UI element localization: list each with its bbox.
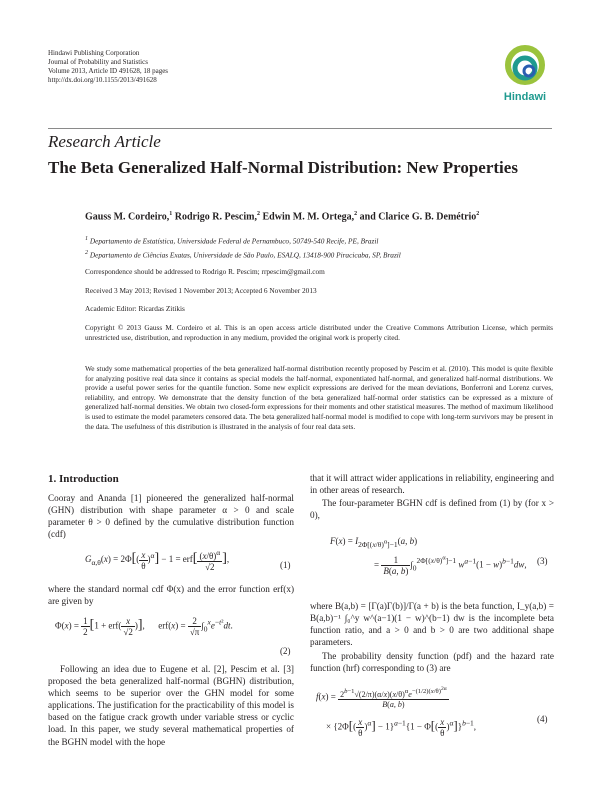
affil-sup: 2 bbox=[85, 250, 89, 256]
volume-info: Volume 2013, Article ID 491628, 18 pages bbox=[48, 67, 169, 75]
equation-number: (2) bbox=[280, 646, 291, 656]
equation-3: $F(x) = I_{2\Phi[(x/\theta)^\alpha]-1}(a$, b) = $\frac{1}{B(a, b)}$ $\int_0^{2\Phi[(x/\theta)^\alpha]-1}$ $w^{a-1}(1 - w)^{b-1}dw$, bbox=[330, 536, 527, 576]
equation-2: Φ(x) = $\frac{1}{2}$ [1 + erf( $\frac{x}{√2}$ )], erf(x) = $\frac{2}{√\pi}$ $\int_0^xe^{-t^2}dt$. bbox=[55, 616, 233, 637]
doi-link[interactable]: http://dx.doi.org/10.1155/2013/491628 bbox=[48, 76, 157, 84]
author-affil-sup: 2 bbox=[476, 211, 480, 217]
affiliation bbox=[85, 249, 553, 260]
paragraph: The four-parameter BGHN cdf is defined from (1) by (for x > 0), bbox=[310, 498, 554, 521]
header-divider bbox=[48, 128, 552, 129]
equation-number: (3) bbox=[537, 556, 548, 566]
article-title: The Beta Generalized Half-Normal Distribution: New Properties bbox=[48, 158, 518, 177]
logo-rings-icon bbox=[494, 45, 556, 91]
author-name: Gauss M. Cordeiro, bbox=[85, 211, 170, 223]
paragraph: The probability density function (pdf) and the hazard rate function (hrf) corresponding to (3) are bbox=[310, 651, 554, 674]
author-name: and Clarice G. B. Demétrio bbox=[359, 211, 477, 223]
paragraph: where the standard normal cdf Φ(x) and the error function erf(x) are given by bbox=[48, 584, 294, 607]
journal-name: Journal of Probability and Statistics bbox=[48, 58, 148, 66]
equation-number: (4) bbox=[537, 714, 548, 724]
equation-1: $G_{\alpha,\theta}(x) = 2\Phi$[( $\frac{x}{\theta}$ )$^\alpha$] − 1 = erf[ $\frac{(x/\theta)^\alpha}{√2}$ ], bbox=[85, 548, 230, 572]
intro-paragraph: Cooray and Ananda [1] pioneered the generalized half-normal (GHN) distribution with shape parameter α > 0 and scale parameter θ > 0 defined by the cumulative distribution function (cdf) bbox=[48, 493, 294, 540]
article-dates: Received 3 May 2013; Revised 1 November 2013; Accepted 6 November 2013 bbox=[85, 286, 317, 295]
equation-number: (1) bbox=[280, 560, 291, 570]
equation-4: f(x) = $\frac{2^{b-1}√(2/\pi)(\alpha/x)(x/\theta)^\alpha e^{-(1/2)(x/\theta)^{2\alpha}}}{B(a, b)}$ × {2Φ[( $\frac{x}{\theta}$ )$^\alpha$] − 1}$^{a-1}${1 − Φ[( $\frac{x}{\theta}$ )$^\alpha$]}$^{b-1}$, bbox=[316, 686, 477, 738]
affil-text: Departamento de Estatística, Universidade Federal de Pernambuco, 50749-540 Recife, PE, Brazil bbox=[89, 236, 379, 246]
academic-editor: Academic Editor: Ricardas Zitikis bbox=[85, 304, 185, 313]
affil-sup: 1 bbox=[85, 236, 89, 242]
journal-header bbox=[48, 49, 308, 85]
abstract: We study some mathematical properties of the beta generalized half-normal distribution recently proposed by Pescim et al. (2010). This model is quite flexible for analyzing positive real data since it contains as special models the half-normal, exponentiated half-normal, and generalized half-normal distributions. We provide a useful power series for the quantile function. Some new explicit expressions are derived for the mean deviations, Bonferroni and Lorenz curves, reliability, and entropy. We demonstrate that the density function of the beta generalized half-normal order statistics can be expressed as a mixture of generalized half-normal densities. We obtain two closed-form expressions for their moments and other statistical measures. The method of maximum likelihood is used to estimate the model parameters censored data. The beta generalized half-normal model is modified to cope with long-term survivors may be present in the data. The usefulness of this distribution is illustrated in the analysis of four real data sets. bbox=[85, 364, 553, 431]
copyright-notice: Copyright © 2013 Gauss M. Cordeiro et al. This is an open access article distributed under the Creative Commons Attribution License, which permits unrestricted use, distribution, and reproduction in any medium, provided the original work is properly cited. bbox=[85, 323, 553, 342]
affil-text: Departamento de Ciências Exatas, Universidade de São Paulo, ESALQ, 13418-900 Piracicaba, SP, Brazil bbox=[89, 250, 401, 260]
author-name: Edwin M. M. Ortega, bbox=[262, 211, 355, 223]
article-type: Research Article bbox=[48, 132, 161, 151]
author-list bbox=[85, 211, 479, 222]
paragraph: where B(a,b) = [Γ(a)Γ(b)]/Γ(a + b) is the beta function, I_y(a,b) = B(a,b)⁻¹ ∫₀^y w^(a−1)(1 − w)^(b−1) dw is the incomplete beta function ratio, and a > 0 and b > 0 are two additional shape parameters. bbox=[310, 601, 554, 648]
paragraph: Following an idea due to Eugene et al. [2], Pescim et al. [3] proposed the beta generalized half-normal (BGHN) distribution, which seems to be superior over the GHN model for some applications. The justification for the practicability of this model is based on the fatigue crack growth under variable stress or cyclic load. In this paper, we study several mathematical properties of the BGHN model with the hope bbox=[48, 664, 294, 747]
author-affil-sup: 1 bbox=[169, 211, 173, 217]
logo-text: Hindawi bbox=[503, 91, 547, 103]
section-heading: 1. Introduction bbox=[48, 473, 119, 485]
author-name: Rodrigo R. Pescim, bbox=[174, 211, 257, 223]
paragraph: that it will attract wider applications in reliability, engineering and in other areas of research. bbox=[310, 473, 554, 496]
affiliation bbox=[85, 235, 553, 246]
author-affil-sup: 2 bbox=[256, 211, 260, 217]
publisher-name: Hindawi Publishing Corporation bbox=[48, 49, 140, 57]
correspondence: Correspondence should be addressed to Rodrigo R. Pescim; rrpescim@gmail.com bbox=[85, 267, 325, 276]
author-affil-sup: 2 bbox=[354, 211, 358, 217]
hindawi-logo bbox=[494, 45, 556, 109]
